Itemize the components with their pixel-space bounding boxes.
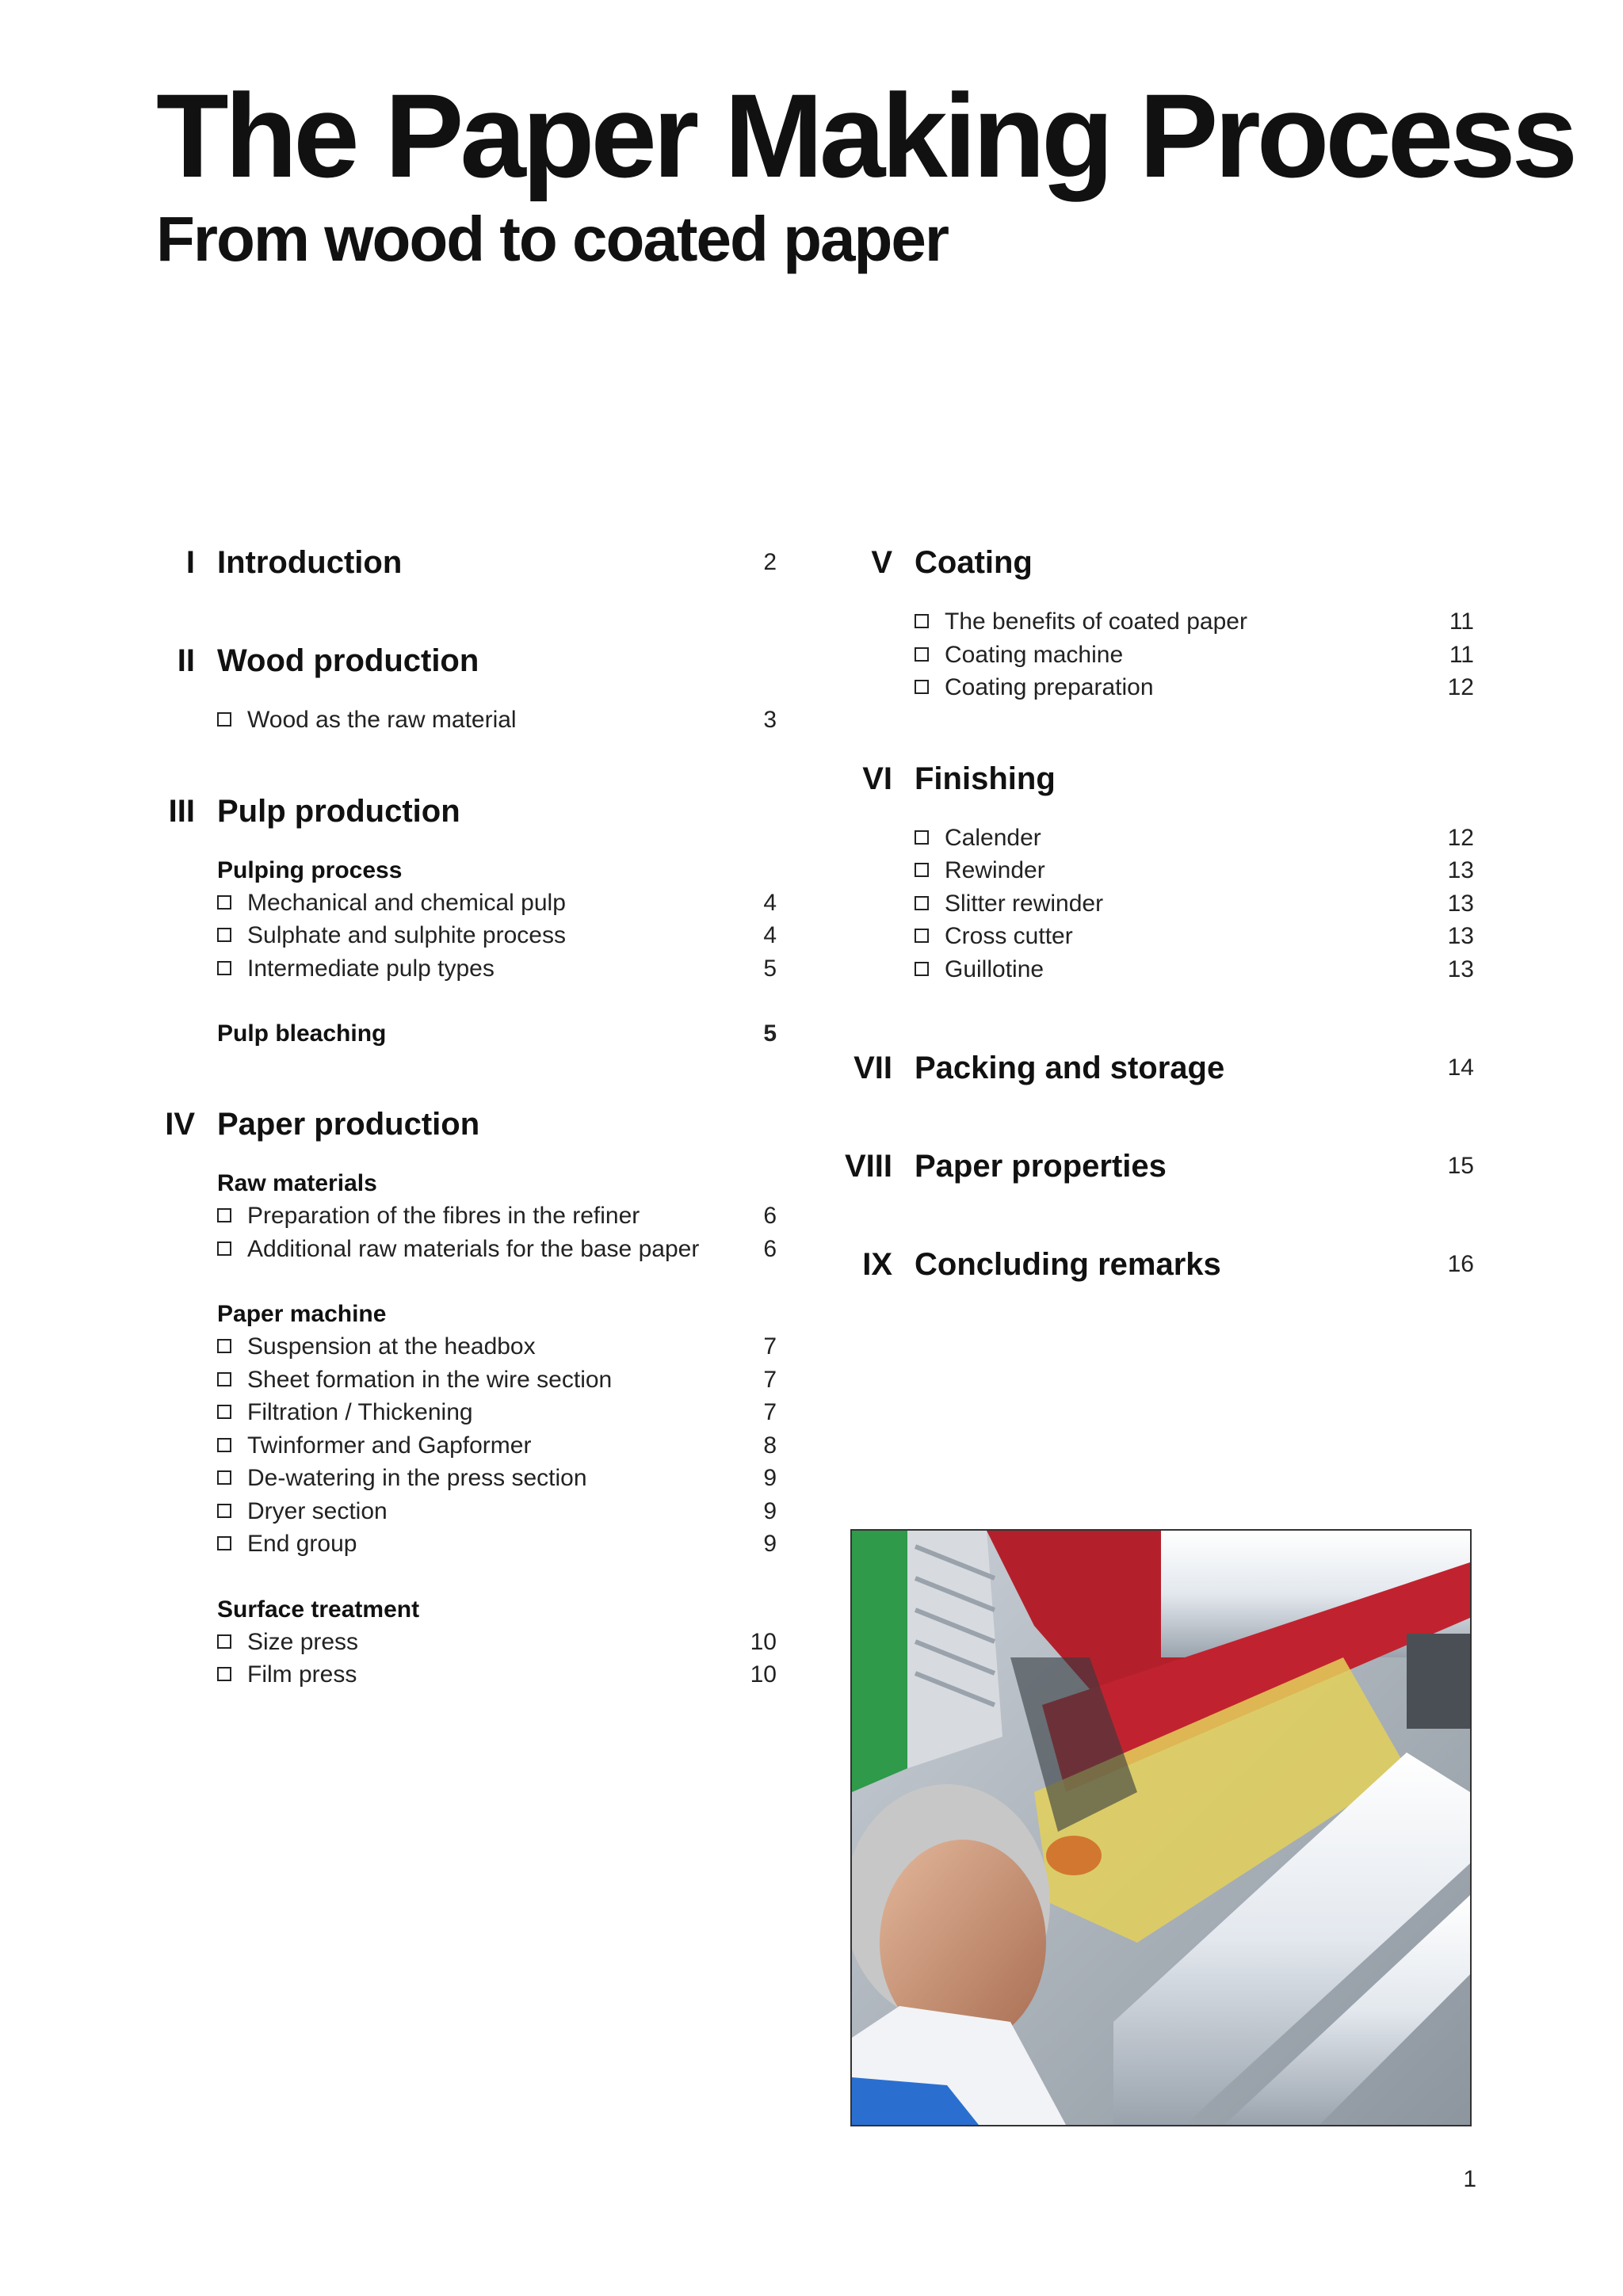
section-number: VI bbox=[862, 761, 892, 796]
checkbox-bullet-icon bbox=[217, 928, 231, 942]
toc-section bbox=[840, 1142, 1474, 1190]
checkbox-bullet-icon bbox=[217, 1372, 231, 1386]
toc-entry bbox=[217, 1396, 777, 1429]
entry-label: Cross cutter bbox=[945, 923, 1073, 949]
entry-label: Rewinder bbox=[945, 857, 1045, 883]
entry-page: 8 bbox=[763, 1432, 777, 1459]
toc-entry bbox=[217, 1462, 777, 1495]
toc-entry bbox=[217, 919, 777, 952]
section-heading bbox=[143, 539, 777, 586]
toc-entry bbox=[217, 1626, 777, 1659]
toc-entry bbox=[217, 1429, 777, 1463]
entry-page: 9 bbox=[763, 1465, 777, 1491]
entry-label: Coating preparation bbox=[945, 674, 1154, 700]
entry-label: De-watering in the press section bbox=[247, 1465, 587, 1491]
section-title: Paper production bbox=[217, 1107, 480, 1142]
checkbox-bullet-icon bbox=[217, 1667, 231, 1681]
toc-entry bbox=[915, 854, 1474, 887]
section-number: III bbox=[168, 793, 195, 829]
entry-page: 5 bbox=[763, 955, 777, 982]
subsection-heading bbox=[217, 1593, 777, 1626]
entry-page: 7 bbox=[763, 1333, 777, 1360]
section-page: 2 bbox=[763, 549, 777, 575]
section-title: Packing and storage bbox=[915, 1051, 1225, 1085]
entry-label: Twinformer and Gapformer bbox=[247, 1432, 532, 1459]
entry-page: 13 bbox=[1447, 955, 1474, 982]
group-spacer bbox=[217, 1561, 777, 1593]
entry-label: Additional raw materials for the base paper bbox=[247, 1235, 700, 1262]
toc-entry bbox=[217, 1199, 777, 1233]
checkbox-bullet-icon bbox=[217, 1438, 231, 1452]
toc-section bbox=[143, 788, 777, 1051]
checkbox-bullet-icon bbox=[217, 1470, 231, 1485]
section-number: II bbox=[177, 643, 195, 678]
entry-label: Size press bbox=[247, 1628, 359, 1655]
entry-label: Sheet formation in the wire section bbox=[247, 1366, 613, 1393]
entry-page: 12 bbox=[1447, 674, 1474, 700]
toc-entry bbox=[217, 1527, 777, 1561]
checkbox-bullet-icon bbox=[915, 962, 929, 976]
group-spacer bbox=[217, 985, 777, 1017]
section-title: Paper properties bbox=[915, 1149, 1167, 1184]
section-heading bbox=[143, 788, 777, 835]
section-heading bbox=[840, 755, 1474, 803]
checkbox-bullet-icon bbox=[915, 680, 929, 694]
entry-page: 12 bbox=[1447, 824, 1474, 851]
toc-entry bbox=[217, 1495, 777, 1528]
section-entries bbox=[217, 1167, 777, 1691]
page-title: The Paper Making Process bbox=[156, 69, 1575, 202]
toc-section bbox=[840, 755, 1474, 986]
paper-machine-photo bbox=[850, 1529, 1472, 2126]
entry-page: 4 bbox=[763, 889, 777, 916]
page-subtitle: From wood to coated paper bbox=[156, 204, 948, 274]
section-heading bbox=[840, 1044, 1474, 1092]
entry-page: 11 bbox=[1449, 608, 1474, 635]
entry-page: 4 bbox=[763, 922, 777, 948]
entry-label: End group bbox=[247, 1531, 357, 1557]
entry-label: Sulphate and sulphite process bbox=[247, 922, 566, 948]
checkbox-bullet-icon bbox=[217, 1504, 231, 1518]
toc-entry bbox=[915, 605, 1474, 639]
subsection-heading bbox=[217, 1017, 777, 1050]
subsection-heading bbox=[217, 854, 777, 887]
toc-section bbox=[143, 539, 777, 586]
section-title: Introduction bbox=[217, 545, 403, 580]
toc-entry bbox=[915, 671, 1474, 704]
section-heading bbox=[840, 1142, 1474, 1190]
section-number: VII bbox=[854, 1051, 892, 1085]
section-number: V bbox=[871, 545, 892, 580]
section-heading bbox=[840, 1241, 1474, 1288]
toc-entry bbox=[217, 704, 777, 737]
checkbox-bullet-icon bbox=[217, 712, 231, 727]
checkbox-bullet-icon bbox=[217, 1339, 231, 1353]
section-page: 14 bbox=[1447, 1055, 1474, 1081]
toc-section bbox=[840, 1241, 1474, 1288]
entry-label: Filtration / Thickening bbox=[247, 1399, 473, 1425]
checkbox-bullet-icon bbox=[217, 895, 231, 910]
toc-entry bbox=[915, 953, 1474, 986]
subsection-heading bbox=[217, 1298, 777, 1330]
entry-label: Slitter rewinder bbox=[945, 890, 1104, 917]
subsection-title: Paper machine bbox=[217, 1301, 387, 1327]
checkbox-bullet-icon bbox=[915, 863, 929, 877]
toc-entry bbox=[217, 887, 777, 920]
toc-entry bbox=[217, 1363, 777, 1397]
entry-page: 6 bbox=[763, 1235, 777, 1262]
entry-page: 10 bbox=[750, 1628, 777, 1655]
entry-label: Intermediate pulp types bbox=[247, 955, 495, 982]
checkbox-bullet-icon bbox=[915, 647, 929, 662]
entry-label: Guillotine bbox=[945, 955, 1044, 982]
entry-page: 10 bbox=[750, 1661, 777, 1688]
toc-entry bbox=[915, 639, 1474, 672]
entry-page: 3 bbox=[763, 707, 777, 733]
toc-entry bbox=[217, 1233, 777, 1266]
section-entries bbox=[915, 822, 1474, 986]
toc-left-column bbox=[143, 539, 777, 1691]
toc-entry bbox=[915, 887, 1474, 921]
section-number: VIII bbox=[844, 1149, 892, 1184]
entry-page: 9 bbox=[763, 1497, 777, 1524]
toc-entry bbox=[217, 1658, 777, 1691]
section-number: IX bbox=[862, 1247, 892, 1282]
checkbox-bullet-icon bbox=[915, 896, 929, 910]
entry-label: Mechanical and chemical pulp bbox=[247, 889, 566, 916]
subsection-title: Surface treatment bbox=[217, 1596, 420, 1623]
group-spacer bbox=[217, 1265, 777, 1298]
section-entries bbox=[217, 854, 777, 1051]
entry-label: Preparation of the fibres in the refiner bbox=[247, 1203, 640, 1229]
entry-label: Coating machine bbox=[945, 641, 1124, 668]
entry-label: Calender bbox=[945, 824, 1041, 851]
toc-section bbox=[143, 1100, 777, 1691]
toc-entry bbox=[217, 952, 777, 986]
section-number: IV bbox=[165, 1107, 195, 1142]
entry-label: Suspension at the headbox bbox=[247, 1333, 536, 1360]
section-heading bbox=[143, 637, 777, 685]
entry-label: Film press bbox=[247, 1661, 357, 1688]
entry-page: 13 bbox=[1447, 857, 1474, 883]
section-page: 16 bbox=[1447, 1251, 1474, 1277]
checkbox-bullet-icon bbox=[217, 1536, 231, 1550]
subsection-title: Pulping process bbox=[217, 856, 403, 883]
entry-label: Wood as the raw material bbox=[247, 707, 517, 733]
section-page: 15 bbox=[1447, 1153, 1474, 1179]
section-title: Finishing bbox=[915, 761, 1056, 796]
section-number: I bbox=[185, 545, 195, 580]
entry-label: The benefits of coated paper bbox=[945, 608, 1247, 635]
section-heading bbox=[143, 1100, 777, 1148]
section-title: Pulp production bbox=[217, 793, 460, 829]
entry-label: Dryer section bbox=[247, 1497, 388, 1524]
entry-page: 6 bbox=[763, 1203, 777, 1229]
subsection-title: Raw materials bbox=[217, 1170, 377, 1196]
checkbox-bullet-icon bbox=[217, 1241, 231, 1256]
toc-section bbox=[840, 539, 1474, 704]
toc-entry bbox=[217, 1330, 777, 1363]
checkbox-bullet-icon bbox=[217, 961, 231, 975]
section-title: Wood production bbox=[217, 643, 479, 678]
checkbox-bullet-icon bbox=[915, 614, 929, 628]
entry-page: 9 bbox=[763, 1531, 777, 1557]
section-title: Concluding remarks bbox=[915, 1247, 1221, 1282]
section-entries bbox=[915, 605, 1474, 704]
subsection-heading bbox=[217, 1167, 777, 1199]
toc-section bbox=[143, 637, 777, 737]
checkbox-bullet-icon bbox=[217, 1634, 231, 1649]
section-heading bbox=[840, 539, 1474, 586]
entry-page: 13 bbox=[1447, 923, 1474, 949]
toc-section bbox=[840, 1044, 1474, 1092]
checkbox-bullet-icon bbox=[217, 1208, 231, 1222]
entry-page: 11 bbox=[1449, 641, 1474, 668]
entry-page: 7 bbox=[763, 1366, 777, 1393]
section-title: Coating bbox=[915, 545, 1033, 580]
section-entries bbox=[217, 704, 777, 737]
toc-entry bbox=[915, 822, 1474, 855]
entry-page: 13 bbox=[1447, 890, 1474, 917]
subsection-page: 5 bbox=[763, 1020, 777, 1047]
checkbox-bullet-icon bbox=[915, 830, 929, 845]
toc-entry bbox=[915, 920, 1474, 953]
page-number: 1 bbox=[1463, 2166, 1476, 2192]
checkbox-bullet-icon bbox=[217, 1405, 231, 1419]
toc-right-column bbox=[840, 539, 1474, 1288]
subsection-title: Pulp bleaching bbox=[217, 1020, 387, 1047]
checkbox-bullet-icon bbox=[915, 929, 929, 943]
entry-page: 7 bbox=[763, 1399, 777, 1425]
